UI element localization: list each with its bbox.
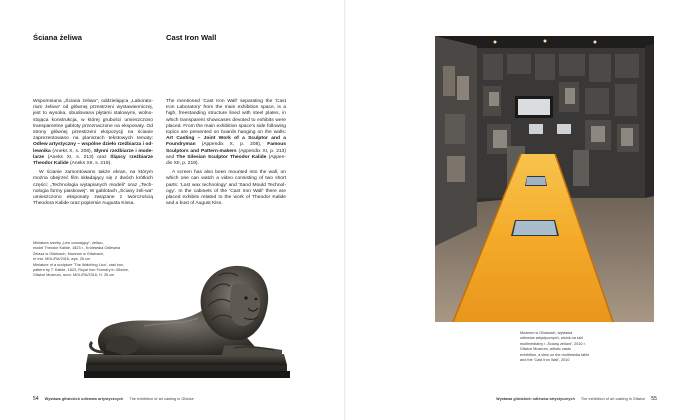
caption-line: model Theodor Kalide, 1823 r., Królewska Odlewnia (33, 246, 121, 251)
body-text-english (166, 99, 286, 210)
exhibition-photo (435, 36, 654, 322)
footer-left-polish: Wystawa gliwickich odlewów artystycznych (44, 397, 124, 401)
footer-right-english: The exhibition of art casting in Gliwice (580, 397, 646, 401)
paragraph-polish-2: W ścianie zamontowano także ekran, na którym można obejrzeć film składający się z dwóch krótkich części: „Technologia wytapianych modeli” oraz „Tech-nologia formy piaskowej”. W gablotach „Ściany żeli-wa” umieszczono eksponaty związane z twórczością Theodora Kalide oraz popiersie Augusta Kissa. (33, 170, 153, 207)
caption-line: Muzeum w Gliwicach, wystawa (520, 331, 573, 335)
caption-exhibition (520, 331, 589, 363)
caption-line: nr inw. MGL/RA/3316, wys. 26 cm (33, 257, 91, 262)
page-gutter (344, 0, 346, 420)
page-number-left: 54 (33, 396, 39, 402)
paragraph-polish-1: Wspomniana „Ściana żeliwa”, oddzielająca „Laborato-rium żeliwa” od głównej przestrzeni wystawienniczej, jest to wysoka, obudowana płytami stalowymi, wolno-stojąca konstrukcja, w której grubości umieszczono transparentne gabloty przeznaczone na eksponaty. Od strony głównej przestrzeni ekspozycji na ścianie zaprezentowano na planszach tekstowych tematy: Odlew artystyczny – wspólne dzieło rzeźbiarza i od-lewnika (Aneks X, s. 208), Słynni rzeźbiarze i mode-larze (Aneks XI, s. 213) oraz Śląscy rzeźbiarze Theodor Kalide (Aneks XII, s. 219). (33, 99, 153, 167)
lion-sculpture-image (84, 262, 290, 383)
footer-right-polish: Wystawa gliwickich odlewów artystycznych (496, 397, 575, 401)
lion-sculpture-photo (84, 262, 290, 383)
caption-line: Miniature of a sculpture 'The Watching Lion', cast iron, (33, 262, 125, 267)
page-number-right: 55 (651, 396, 657, 402)
footer-left (33, 396, 194, 402)
exhibition-hall-image (435, 36, 654, 322)
paragraph-english-1: The mentioned 'Cast Iron Wall' separating the 'Cast Iron Laboratory' from the main exhibition space, is a high, freestanding structure lined with steel plates, in which transparent showcases devoted to exhibits were placed. From the main exhibition space's side following topics are presented on boards hanging on the walls: Art Casting – Joint Work of a Sculptor and a Foundryman (Appendix X, p. 208), Famous Sculptors and Pattern-makers (Appendix XI, p. 213) and The Silesian Sculptor Theodor Kalide (Appen-dix XII, p. 219). (166, 99, 287, 167)
heading-polish: Ściana żeliwa (33, 33, 82, 42)
caption-line: exhibition, a view on the multimedia table (520, 352, 590, 357)
caption-line: Gliwice Museum, artistic casts (520, 347, 571, 352)
caption-line: multimedialny i „Ścianę żeliwa”, 2010 r. (520, 341, 586, 346)
caption-line: pattern by T. Kalide, 1823, Royal Iron Foundry in Gliwice, (33, 268, 129, 273)
footer-left-english: The exhibition of art casting in Gliwice (129, 397, 194, 401)
caption-line: Gliwice Museum, accn. MGL/RA/3316, H. 26 cm (33, 273, 115, 278)
caption-line: Żelaza w Gliwicach, Muzeum w Gliwicach, (33, 251, 105, 256)
caption-line: odlewów artystycznych, widok na stół (520, 336, 583, 341)
heading-english: Cast Iron Wall (166, 33, 217, 42)
footer-right (496, 396, 657, 402)
caption-line: Miniatura rzeźby „Lew czuwający”, żeliwo, (33, 241, 104, 245)
caption-line: and the 'Cast Iron Wall', 2010 (520, 358, 570, 363)
paragraph-english-2: A screen has also been mounted into the wall, on which one can watch a video consisting of two short parts: 'Lost wax technology' and 'Sand Mould Technol-ogy'. In the cabinets of the 'Cast Iron Wall' there are placed exhibits related to the work of Theodor Kalide and a bust of August Kiss. (166, 170, 286, 207)
body-text-polish (33, 99, 153, 210)
